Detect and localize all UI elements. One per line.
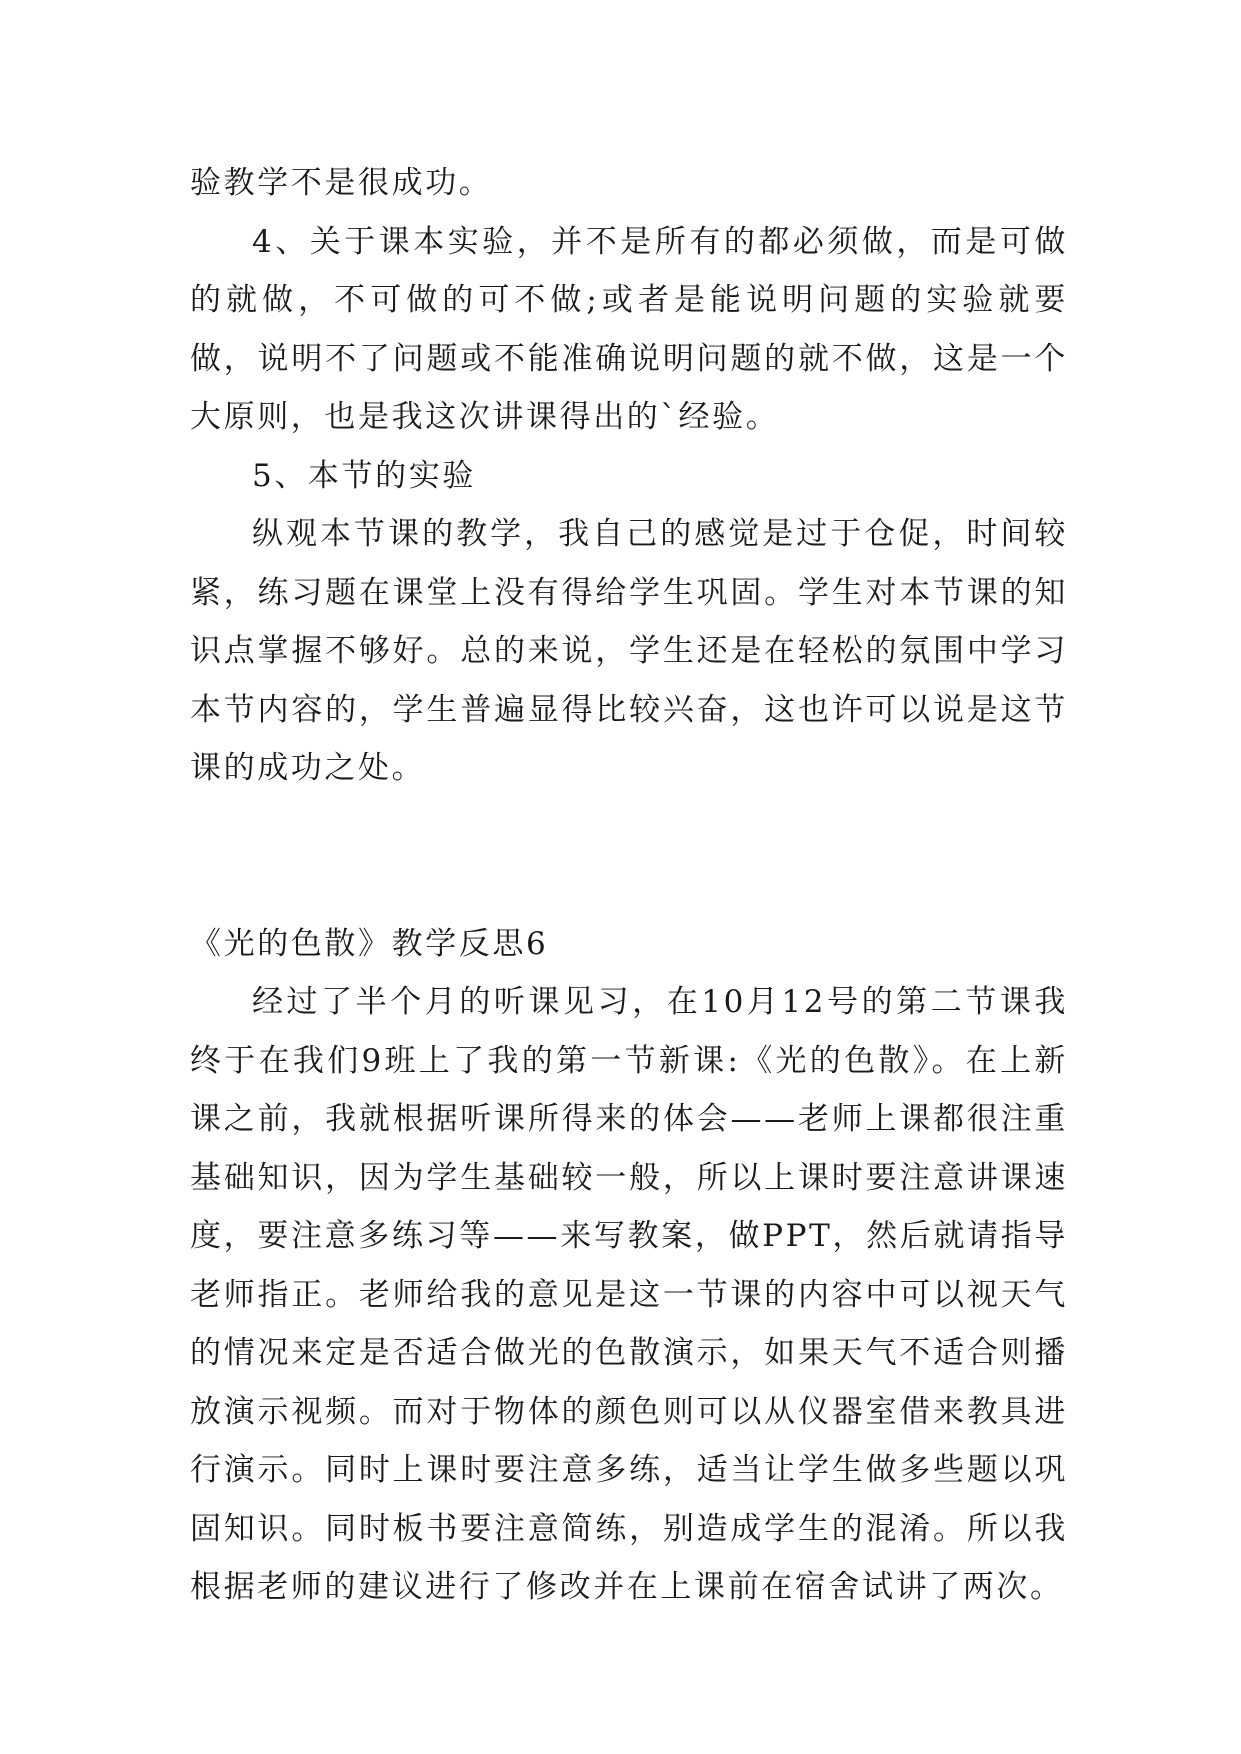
paragraph-continuation: 验教学不是很成功。 (190, 165, 493, 201)
paragraph-summary: 纵观本节课的教学，我自己的感觉是过于仓促，时间较紧，练习题在课堂上没有得给学生巩固。学生对本节课的知识点掌握不够好。总的来说，学生还是在轻松的氛围中学习本节内容的，学生普遍显得比较兴奋，这也许可以说是这节课的成功之处。 (190, 516, 1068, 786)
document-body (190, 154, 1068, 1617)
paragraph-point-5: 5、本节的实验 (252, 457, 476, 494)
paragraph-reflection: 经过了半个月的听课见习，在10月12号的第二节课我终于在我们9班上了我的第一节新课:《光的色散》。在上新课之前，我就根据听课所得来的体会——老师上课都很注重基础知识，因为学生基础较一般，所以上课时要注意讲课速度，要注意多练习等——来写教案，做PPT，然后就请指导老师指正。老师给我的意见是这一节课的内容中可以视天气的情况来定是否适合做光的色散演示，如果天气不适合则播放演示视频。而对于物体的颜色则可以从仪器室借来教具进行演示。同时上课时要注意多练，适当让学生做多些题以巩固知识。同时板书要注意简练，别造成学生的混淆。所以我根据老师的建议进行了修改并在上课前在宿舍试讲了两次。 (190, 984, 1068, 1605)
paragraph-point-4: 4、关于课本实验，并不是所有的都必须做，而是可做的就做，不可做的可不做;或者是能说明问题的实验就要做，说明不了问题或不能准确说明问题的就不做，这是一个大原则，也是我这次讲课得出的`经验。 (190, 223, 1068, 435)
section-spacer (190, 798, 1068, 915)
section-heading: 《光的色散》教学反思6 (190, 925, 549, 962)
